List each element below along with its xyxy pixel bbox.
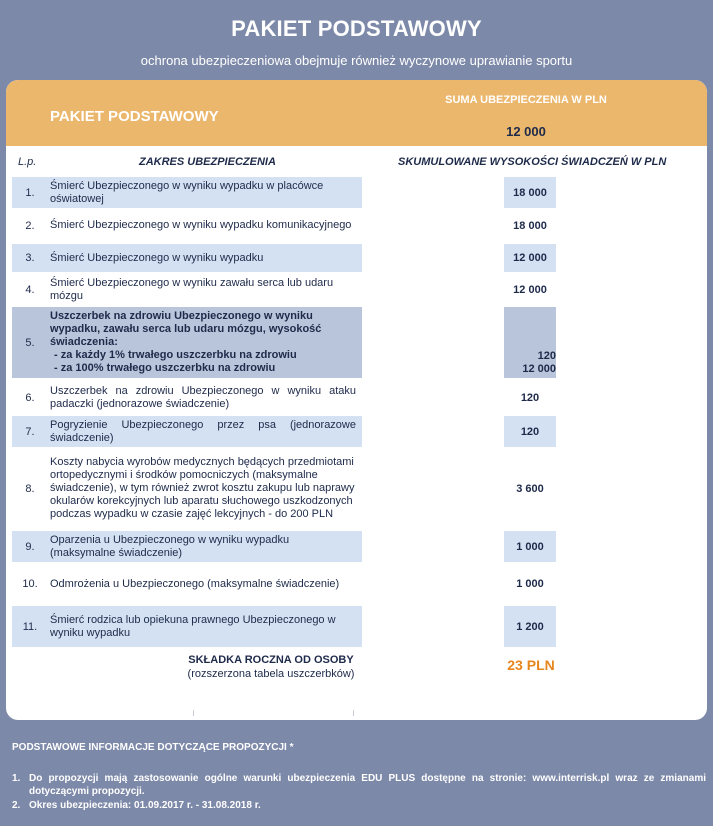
row-value: 3 600 (516, 482, 544, 495)
row-description: Śmierć Ubezpieczonego w wyniku wypadku w placówce oświatowej (44, 177, 362, 208)
row-description: Pogryzienie Ubezpieczonego przez psa (jednorazowe świadczenie) (44, 416, 362, 447)
info-item (12, 772, 706, 798)
row-value: 12 000 (504, 244, 556, 272)
row-description: Śmierć Ubezpieczonego w wyniku wypadku (44, 244, 362, 272)
package-card (6, 80, 707, 720)
info-item-number: 1. (12, 773, 21, 784)
row-value-2: 12 000 (522, 363, 556, 375)
sum-label: SUMA UBEZPIECZENIA W PLN (445, 94, 607, 106)
info-item-text: Do propozycji mają zastosowanie ogólne warunki ubezpieczenia EDU PLUS dostępne na stronie: www.interrisk.pl wraz ze zmianami dotyczącymi propozycji. (29, 773, 706, 797)
table-row (6, 416, 707, 447)
row-value: 18 000 (513, 219, 547, 232)
row-number: 2. (25, 219, 35, 232)
info-item-text: Okres ubezpieczenia: 01.09.2017 r. - 31.08.2018 r. (29, 800, 261, 811)
row-value: 12 000 (513, 284, 547, 296)
row-number: 7. (12, 416, 48, 447)
fee-subtitle: (rozszerzona tabela uszczerbków) (187, 668, 355, 680)
row-description: Oparzenia u Ubezpieczonego w wyniku wypadku (maksymalne świadczenie) (44, 531, 362, 562)
sum-value: 12 000 (506, 124, 546, 139)
row-value: 1 000 (516, 578, 544, 590)
row-number: 5. (12, 307, 48, 378)
divider-tick (353, 710, 354, 716)
row-description: Odmrożenia u Ubezpieczonego (maksymalne świadczenie) (50, 577, 340, 590)
row-description-main: Uszczerbek na zdrowiu Ubezpieczonego w wyniku wypadku, zawału serca lub udaru mózgu, wysokość świadczenia: (50, 310, 322, 348)
row-number: 4. (25, 284, 35, 296)
row-number: 6. (25, 392, 35, 404)
table-row (6, 382, 707, 414)
card-header (6, 80, 707, 146)
column-header-scope: ZAKRES UBEZPIECZENIA (139, 156, 276, 168)
row-value-1: 120 (537, 350, 556, 362)
fee-label: SKŁADKA ROCZNA OD OSOBY (188, 654, 354, 666)
table-row (6, 177, 707, 208)
row-number: 11. (12, 606, 48, 647)
row-number: 8. (25, 482, 35, 495)
row-number: 10. (22, 578, 38, 590)
row-value: 1 200 (504, 606, 556, 647)
column-header-lp: L.p. (18, 156, 37, 168)
info-title: PODSTAWOWE INFORMACJE DOTYCZĄCE PROPOZYCJI * (12, 742, 294, 753)
table-row (6, 606, 707, 647)
row-sub-item: - za każdy 1% trwałego uszczerbku na zdrowiu (54, 349, 297, 361)
row-description: Śmierć Ubezpieczonego w wyniku wypadku komunikacyjnego (50, 219, 352, 231)
info-item-number: 2. (12, 800, 21, 811)
page-title: PAKIET PODSTAWOWY (231, 16, 482, 41)
row-value: 18 000 (504, 177, 556, 208)
info-item (12, 799, 706, 812)
table-row (6, 210, 707, 241)
page-subtitle: ochrona ubezpieczeniowa obejmuje również wyczynowe uprawianie sportu (140, 53, 573, 68)
package-name: PAKIET PODSTAWOWY (50, 108, 219, 125)
row-description: Śmierć Ubezpieczonego w wyniku zawału serca lub udaru mózgu (50, 277, 334, 302)
row-number: 3. (12, 244, 48, 272)
row-number: 9. (12, 531, 48, 562)
table-row (6, 244, 707, 272)
info-list (12, 772, 706, 813)
fee-value: 23 PLN (507, 657, 555, 673)
row-description: Koszty nabycia wyrobów medycznych będących przedmiotami ortopedycznymi i środków pomocniczych (maksymalne świadczenie), w tym również zwrot kosztu zakupu lub naprawy okularów korekcyjnych lub aparatu słuchowego uszkodzonych podczas wypadku w czasie zajęć lekcyjnych - do 200 PLN (50, 456, 355, 520)
table-row (6, 531, 707, 562)
row-description (44, 307, 362, 378)
row-value: 1 000 (504, 531, 556, 562)
table-row (6, 275, 707, 305)
row-number: 1. (12, 177, 48, 208)
table-row (6, 566, 707, 602)
divider-tick (193, 710, 194, 716)
table-row (6, 307, 707, 378)
row-value: 120 (520, 392, 540, 404)
table-row (6, 449, 707, 528)
row-description: Śmierć rodzica lub opiekuna prawnego Ubezpieczonego w wyniku wypadku (44, 606, 362, 647)
row-description: Uszczerbek na zdrowiu Ubezpieczonego w wyniku ataku padaczki (jednorazowe świadczenie) (50, 385, 356, 410)
row-value (504, 307, 556, 378)
column-header-sum: SKUMULOWANE WYSOKOŚCI ŚWIADCZEŃ W PLN (398, 156, 667, 168)
row-sub-item: - za 100% trwałego uszczerbku na zdrowiu (54, 362, 276, 374)
row-value: 120 (504, 416, 556, 447)
